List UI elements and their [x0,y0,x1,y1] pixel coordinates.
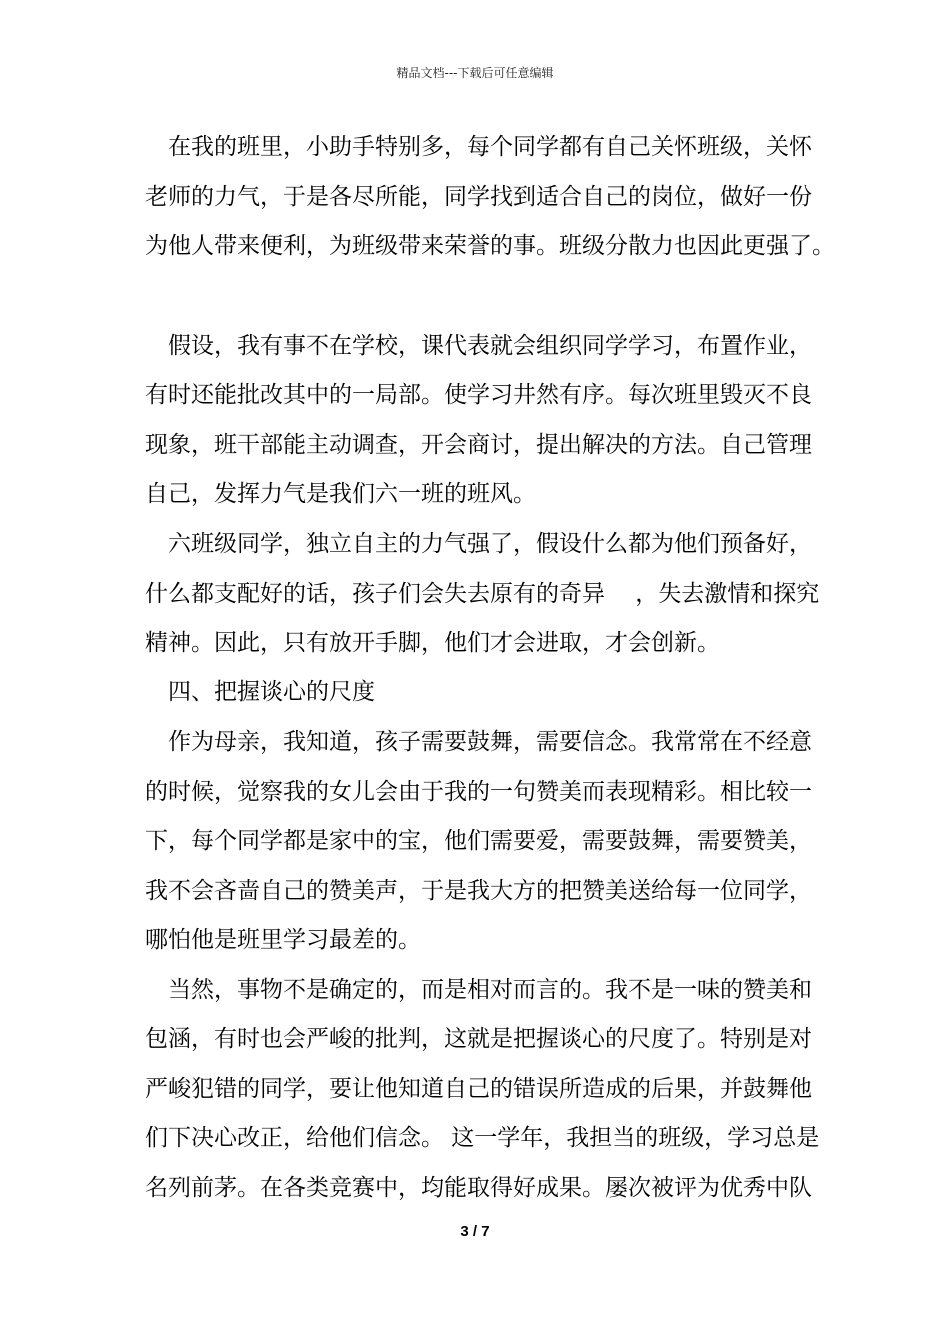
text-line: 现象，班干部能主动调查，开会商讨，提出解决的方法。自己管理 [145,432,812,458]
text-line: 严峻犯错的同学，要让他知道自己的错误所造成的后果，并鼓舞他 [145,1076,812,1102]
text-line: 有时还能批改其中的一局部。使学习井然有序。每次班里毁灭不良 [145,382,812,408]
text-line: 包涵，有时也会严峻的批判，这就是把握谈心的尺度了。特别是对 [145,1026,812,1052]
page-header: 精品文档---下载后可任意编辑 [396,66,554,80]
text-line: 下，每个同学都是家中的宝，他们需要爱，需要鼓舞，需要赞美， [145,828,812,854]
text-line: 自己，发挥力气是我们六一班的班风。 [145,481,536,507]
text-line: 假设，我有事不在学校，课代表就会组织同学学习，布置作业， [145,333,812,359]
text-line: 哪怕他是班里学习最差的。 [145,927,421,953]
text-line: 在我的班里，小助手特别多，每个同学都有自己关怀班级，关怀 [145,134,812,160]
text-line: 作为母亲，我知道，孩子需要鼓舞，需要信念。我常常在不经意 [145,729,812,755]
page-number: 3 / 7 [460,1223,490,1240]
text-line: 老师的力气，于是各尽所能，同学找到适合自己的岗位，做好一份 [145,184,812,210]
text-line: 为他人带来便利，为班级带来荣誉的事。班级分散力也因此更强了。 [145,233,835,259]
text-line: 名列前茅。在各类竞赛中，均能取得好成果。屡次被评为优秀中队 [145,1175,812,1201]
text-line: 当然，事物不是确定的，而是相对而言的。我不是一味的赞美和 [145,977,812,1003]
section-heading: 四、把握谈心的尺度 [145,679,375,705]
text-line: 什么都支配好的话，孩子们会失去原有的奇异 ，失去激情和探究 [145,581,820,607]
text-line: 精神。因此，只有放开手脚，他们才会进取，才会创新。 [145,630,720,656]
text-line: 六班级同学，独立自主的力气强了，假设什么都为他们预备好， [145,531,812,557]
text-line: 我不会吝啬自己的赞美声，于是我大方的把赞美送给每一位同学， [145,878,812,904]
text-line: 们下决心改正，给他们信念。 这一学年，我担当的班级，学习总是 [145,1125,820,1151]
text-line: 的时候，觉察我的女儿会由于我的一句赞美而表现精彩。相比较一 [145,779,812,805]
